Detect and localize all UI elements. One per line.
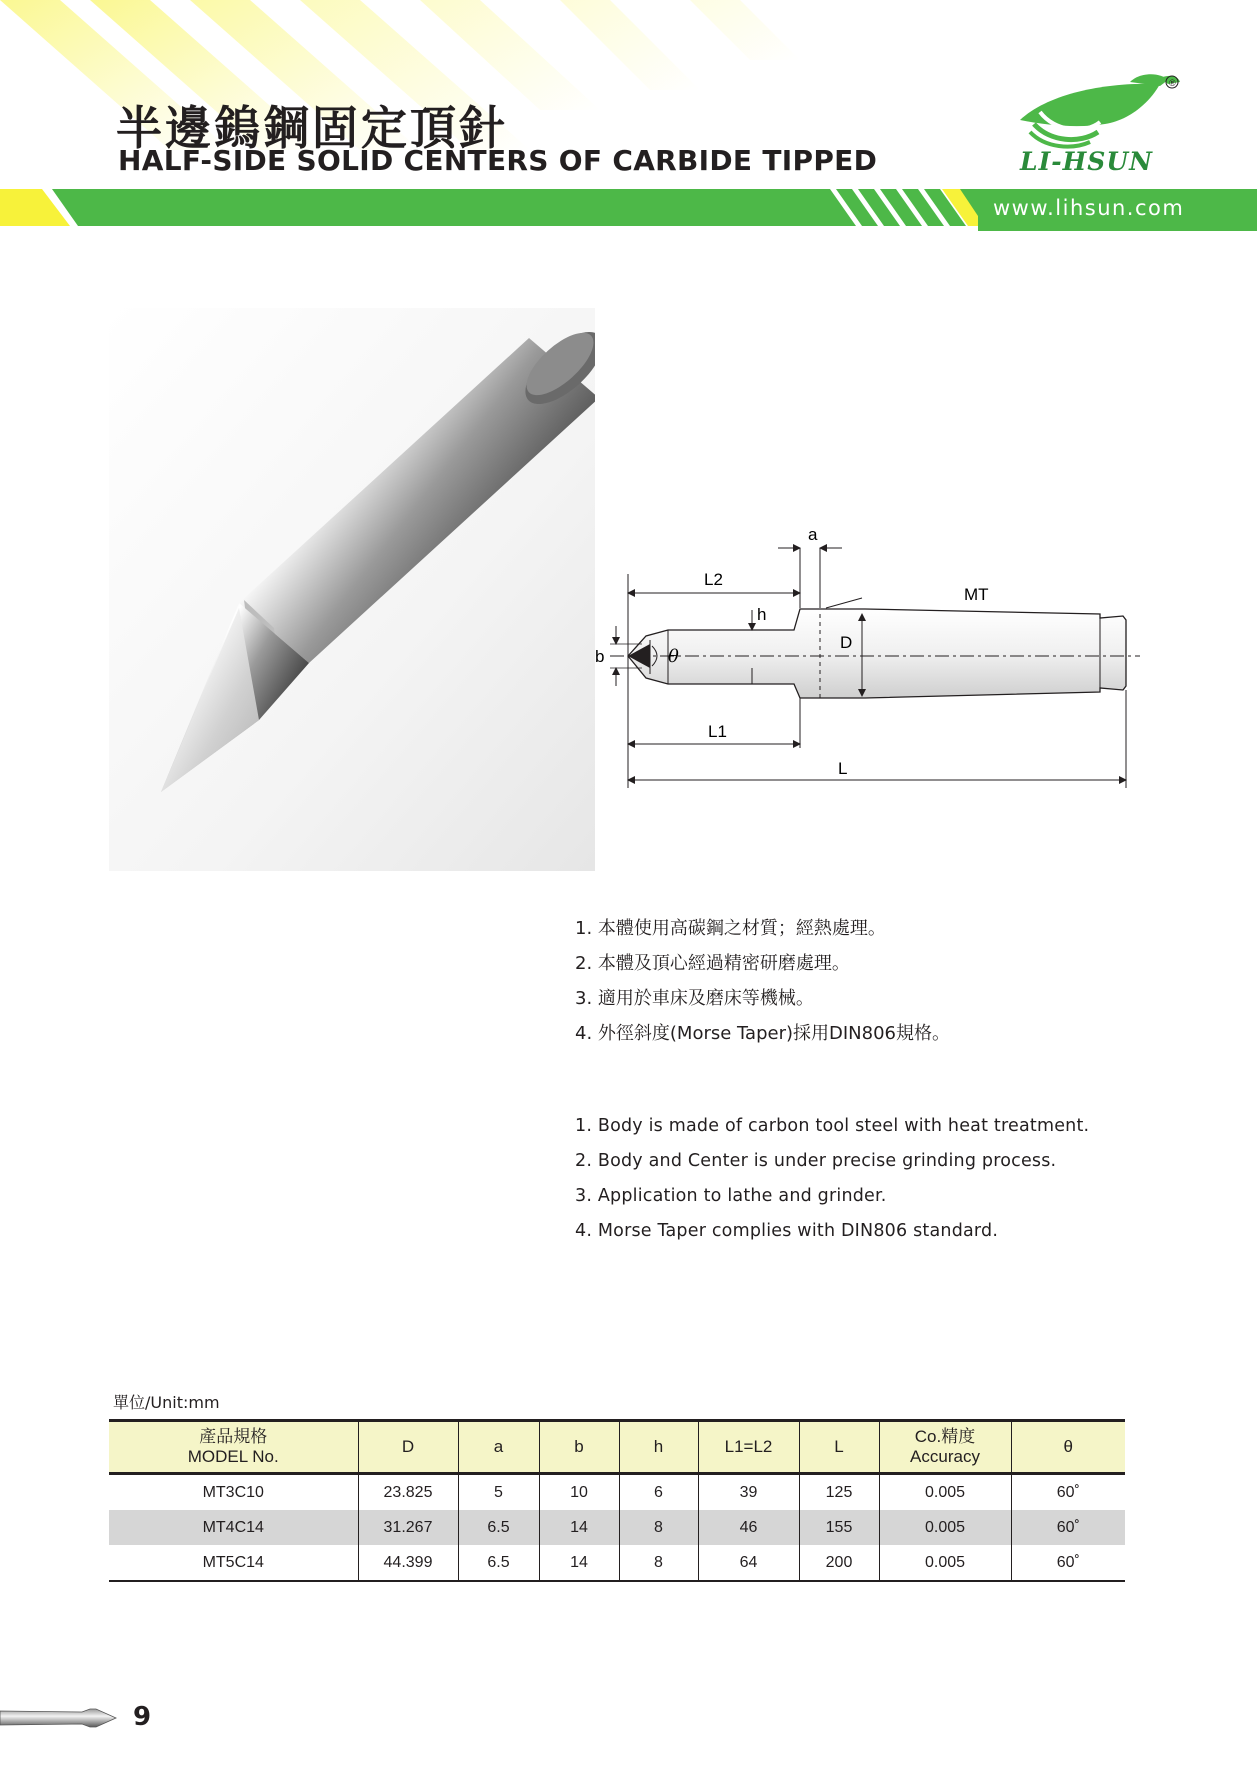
cell-b: 10 — [539, 1474, 619, 1511]
label-L: L — [838, 759, 848, 778]
brand-name: LI-HSUN — [1020, 147, 1153, 176]
label-h: h — [757, 605, 767, 624]
registered-mark: ® — [1169, 78, 1176, 88]
cell-D: 44.399 — [358, 1545, 458, 1581]
cell-model: MT5C14 — [109, 1545, 358, 1581]
cell-L: 155 — [799, 1510, 879, 1545]
label-a: a — [808, 525, 818, 544]
note-en-3: 3. Application to lathe and grinder. — [575, 1186, 887, 1206]
cell-model: MT4C14 — [109, 1510, 358, 1545]
cell-L1-L2: 64 — [698, 1545, 799, 1581]
feature-notes-chinese — [575, 914, 1175, 1054]
technical-drawing — [580, 518, 1146, 790]
header-h: h — [619, 1421, 698, 1474]
header-a: a — [458, 1421, 539, 1474]
label-L2: L2 — [704, 570, 723, 589]
note-zh-4: 4. 外徑斜度(Morse Taper)採用DIN806規格。 — [575, 1023, 950, 1044]
table-row — [109, 1545, 1125, 1581]
cell-a: 5 — [458, 1474, 539, 1511]
cell-theta: 60˚ — [1011, 1545, 1125, 1581]
cell-L1-L2: 46 — [698, 1510, 799, 1545]
header-b: b — [539, 1421, 619, 1474]
page-title-english: HALF-SIDE SOLID CENTERS OF CARBIDE TIPPED — [118, 144, 878, 177]
cell-a: 6.5 — [458, 1545, 539, 1581]
label-theta: θ — [668, 646, 679, 667]
cell-L: 200 — [799, 1545, 879, 1581]
header-model: 產品規格 MODEL No. — [109, 1421, 358, 1474]
note-en-2: 2. Body and Center is under precise grinding process. — [575, 1151, 1057, 1171]
cell-theta: 60˚ — [1011, 1474, 1125, 1511]
header-D: D — [358, 1421, 458, 1474]
page-number: 9 — [133, 1702, 152, 1732]
cell-accuracy: 0.005 — [879, 1474, 1011, 1511]
note-zh-3: 3. 適用於車床及磨床等機械。 — [575, 988, 814, 1009]
website-url[interactable]: www.lihsun.com — [993, 196, 1185, 220]
cell-D: 31.267 — [358, 1510, 458, 1545]
note-zh-1: 1. 本體使用高碳鋼之材質；經熱處理。 — [575, 918, 886, 939]
feature-notes-english — [575, 1116, 1215, 1256]
spec-table — [109, 1419, 1125, 1582]
center-tool-icon — [0, 1703, 118, 1733]
label-MT: MT — [964, 585, 989, 604]
cell-L: 125 — [799, 1474, 879, 1511]
header-accuracy: Co.精度 Accuracy — [879, 1421, 1011, 1474]
cell-theta: 60˚ — [1011, 1510, 1125, 1545]
table-header-row — [109, 1421, 1125, 1474]
cell-accuracy: 0.005 — [879, 1545, 1011, 1581]
unit-label: 單位/Unit:mm — [113, 1393, 220, 1412]
header-L: L — [799, 1421, 879, 1474]
cell-L1-L2: 39 — [698, 1474, 799, 1511]
header-L1-L2: L1=L2 — [698, 1421, 799, 1474]
page-title-chinese: 半邊鎢鋼固定頂針 — [116, 101, 508, 155]
cell-model: MT3C10 — [202, 1483, 264, 1501]
note-zh-2: 2. 本體及頂心經過精密研磨處理。 — [575, 953, 850, 974]
label-L1: L1 — [708, 722, 727, 741]
header-theta: θ — [1011, 1421, 1125, 1474]
note-en-4: 4. Morse Taper complies with DIN806 standard. — [575, 1221, 999, 1241]
cell-D: 23.825 — [358, 1474, 458, 1511]
cell-h: 8 — [619, 1510, 698, 1545]
cell-accuracy: 0.005 — [879, 1510, 1011, 1545]
cell-a: 6.5 — [458, 1510, 539, 1545]
note-en-1: 1. Body is made of carbon tool steel with heat treatment. — [575, 1116, 1090, 1136]
table-row — [109, 1474, 1125, 1511]
cell-b: 14 — [539, 1510, 619, 1545]
label-D: D — [840, 633, 853, 652]
cell-h: 8 — [619, 1545, 698, 1581]
product-photo — [109, 308, 595, 871]
cell-h: 6 — [619, 1474, 698, 1511]
cell-b: 14 — [539, 1545, 619, 1581]
label-b: b — [595, 647, 605, 666]
table-row — [109, 1510, 1125, 1545]
